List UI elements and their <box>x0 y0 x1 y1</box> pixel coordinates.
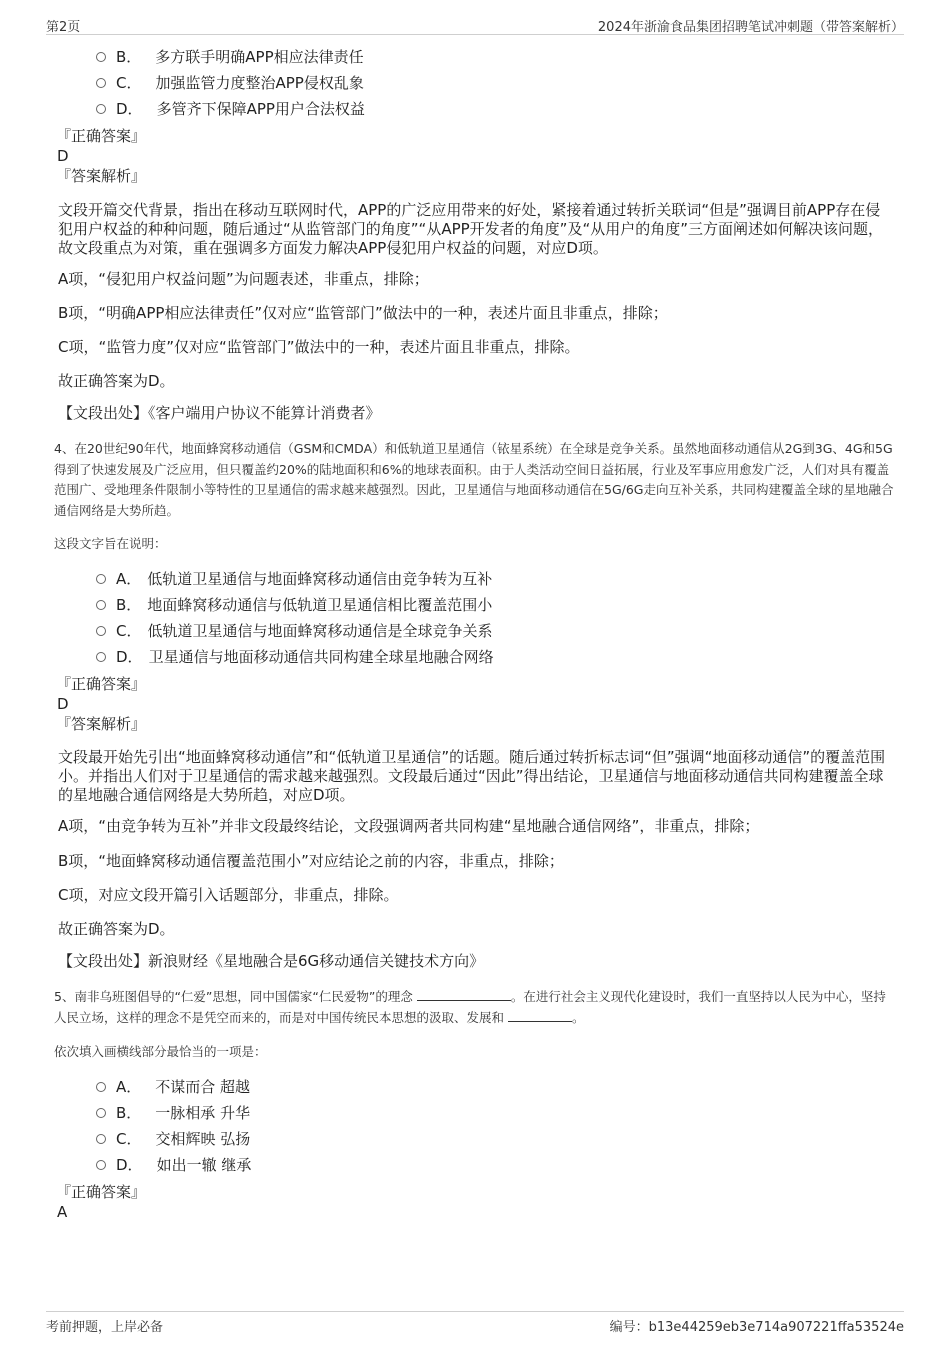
radio-icon[interactable] <box>96 600 106 610</box>
page-number: 第2页 <box>46 20 81 35</box>
q5-prompt: 依次填入画横线部分最恰当的一项是： <box>54 1044 267 1059</box>
q4-conclusion: 故正确答案为D。 <box>58 920 175 938</box>
q3-analysis-c: C项，“监管力度”仅对应“监管部门”做法中的一种，表述片面且非重点，排除。 <box>58 338 580 356</box>
q4-answer: D <box>57 695 69 713</box>
q4-prompt: 这段文字旨在说明： <box>54 536 167 551</box>
q3-conclusion: 故正确答案为D。 <box>58 372 175 390</box>
q5-option-d[interactable]: D． 如出一辙 继承 <box>96 1154 251 1176</box>
radio-icon[interactable] <box>96 574 106 584</box>
page-footer <box>46 1311 904 1338</box>
q3-option-b[interactable]: B． 多方联手明确APP相应法律责任 <box>96 46 364 68</box>
q3-option-d[interactable]: D． 多管齐下保障APP用户合法权益 <box>96 98 365 120</box>
q4-analysis-label: 『答案解析』 <box>56 715 147 733</box>
q5-option-c[interactable]: C． 交相辉映 弘扬 <box>96 1128 250 1150</box>
q4-analysis-b: B项，“地面蜂窝移动通信覆盖范围小”对应结论之前的内容，非重点，排除； <box>58 852 564 870</box>
q4-option-b[interactable]: B． 地面蜂窝移动通信与低轨道卫星通信相比覆盖范围小 <box>96 594 492 616</box>
radio-icon[interactable] <box>96 1134 106 1144</box>
q4-stem: 4、在20世纪90年代，地面蜂窝移动通信（GSM和CMDA）和低轨道卫星通信（铱星系统）在全球是竞争关系。虽然地面移动通信从2G到3G、4G和5G得到了快速发展及广泛应用，但只覆盖约20%的陆地面积和6%的地球表面积。由于人类活动空间日益拓展，行业及军事应用愈发广泛，人们对具有覆盖范围广、受地理条件限制小等特性的卫星通信的需求越来越强烈。因此，卫星通信与地面移动通信在5G/6G走向互补关系，共同构建覆盖全球的星地融合通信网络是大势所趋。 <box>54 441 894 518</box>
radio-icon[interactable] <box>96 1082 106 1092</box>
footer-slogan: 考前押题，上岸必备 <box>46 1320 164 1335</box>
q3-analysis-b: B项，“明确APP相应法律责任”仅对应“监管部门”做法中的一种，表述片面且非重点，排除； <box>58 304 668 322</box>
q3-option-c[interactable]: C． 加强监管力度整治APP侵权乱象 <box>96 72 364 94</box>
q4-analysis-c: C项，对应文段开篇引入话题部分，非重点，排除。 <box>58 886 399 904</box>
q4-option-a[interactable]: A． 低轨道卫星通信与地面蜂窝移动通信由竞争转为互补 <box>96 568 492 590</box>
radio-icon[interactable] <box>96 626 106 636</box>
q3-analysis-main: 文段开篇交代背景，指出在移动互联网时代，APP的广泛应用带来的好处，紧接着通过转折关联词“但是”强调目前APP存在侵犯用户权益的种种问题，随后通过“从监管部门的角度”“从APP开发者的角度”及“从用户的角度”三方面阐述如何解决该问题，故文段重点为对策，重在强调多方面发力解决APP侵犯用户权益的问题，对应D项。 <box>58 201 883 257</box>
page-header <box>46 16 904 35</box>
fill-blank-1[interactable] <box>417 987 511 1001</box>
q4-answer-label: 『正确答案』 <box>56 675 147 693</box>
radio-icon[interactable] <box>96 78 106 88</box>
q4-analysis-main: 文段最开始先引出“地面蜂窝移动通信”和“低轨道卫星通信”的话题。随后通过转折标志词“但”强调“地面移动通信”的覆盖范围小。并指出人们对于卫星通信的需求越来越强烈。文段最后通过“因此”得出结论，卫星通信与地面移动通信共同构建覆盖全球的星地融合通信网络是大势所趋，对应D项。 <box>58 748 886 804</box>
document-title: 2024年浙渝食品集团招聘笔试冲刺题（带答案解析） <box>597 20 904 35</box>
q3-source: 【文段出处】《客户端用户协议不能算计消费者》 <box>58 404 381 422</box>
q3-answer: D <box>57 147 69 165</box>
q5-stem: 5、南非乌班图倡导的“仁爱”思想，同中国儒家“仁民爱物”的理念 。在进行社会主义现代化建设时，我们一直坚持以人民为中心，坚持人民立场，这样的理念不是凭空而来的，而是对中国传统民本思想的汲取、发展和 。 <box>54 989 886 1025</box>
q5-answer: A <box>57 1203 68 1221</box>
radio-icon[interactable] <box>96 52 106 62</box>
q3-analysis-a: A项，“侵犯用户权益问题”为问题表述，非重点，排除； <box>58 270 429 288</box>
radio-icon[interactable] <box>96 652 106 662</box>
radio-icon[interactable] <box>96 1108 106 1118</box>
q4-source: 【文段出处】新浪财经《星地融合是6G移动通信关键技术方向》 <box>58 952 485 970</box>
radio-icon[interactable] <box>96 1160 106 1170</box>
q3-analysis-label: 『答案解析』 <box>56 167 147 185</box>
q4-analysis-a: A项，“由竞争转为互补”并非文段最终结论，文段强调两者共同构建“星地融合通信网络”，非重点，排除； <box>58 817 760 835</box>
radio-icon[interactable] <box>96 104 106 114</box>
q5-option-a[interactable]: A． 不谋而合 超越 <box>96 1076 250 1098</box>
q4-option-c[interactable]: C． 低轨道卫星通信与地面蜂窝移动通信是全球竞争关系 <box>96 620 493 642</box>
fill-blank-2[interactable] <box>508 1008 572 1022</box>
q5-answer-label: 『正确答案』 <box>56 1183 147 1201</box>
q3-answer-label: 『正确答案』 <box>56 127 147 145</box>
document-code: 编号：b13e44259eb3e714a907221ffa53524e <box>609 1320 904 1335</box>
q4-option-d[interactable]: D． 卫星通信与地面移动通信共同构建全球星地融合网络 <box>96 646 494 668</box>
q5-option-b[interactable]: B． 一脉相承 升华 <box>96 1102 250 1124</box>
